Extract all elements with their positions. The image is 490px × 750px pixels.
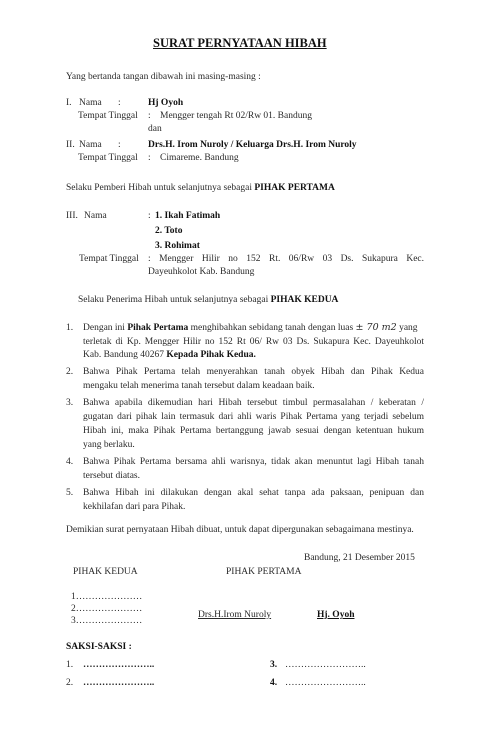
party2-separator: : xyxy=(118,140,121,150)
party2-address: Cimareme. Bandung xyxy=(160,153,239,163)
witness-3-number: 3. xyxy=(270,660,278,670)
party3-separator: : xyxy=(148,211,151,221)
party3-name-1: 1. Ikah Fatimah xyxy=(155,211,221,221)
item1-area: ± 70 m2 xyxy=(355,322,397,333)
item1-line3 xyxy=(83,349,256,361)
item3-line3: Hibah ini, maka Pihak Pertama bertanggung jawab sesuai dengan ketentuan hukum xyxy=(83,426,424,436)
signature-line-2: 2………………… xyxy=(71,604,143,614)
item5-line1: Bahwa Hibah ini dilakukan dengan akal sehat tanpa ada paksaan, penipuan dan xyxy=(83,488,424,498)
party2-address-label: Tempat Tinggal xyxy=(78,153,138,163)
item4-number: 4. xyxy=(66,457,74,467)
signature-line-3: 3………………… xyxy=(71,616,143,626)
item5-number: 5. xyxy=(66,488,74,498)
witness-1-line: ………………….. xyxy=(83,660,155,670)
witness-1-number: 1. xyxy=(66,660,74,670)
intro-text: Yang bertanda tangan dibawah ini masing-masing : xyxy=(66,72,261,82)
closing-statement: Demikian surat pernyataan Hibah dibuat, untuk dapat dipergunakan sebagaimana mestinya. xyxy=(66,525,414,535)
party2-name-label: Nama xyxy=(79,140,102,150)
witness-2-number: 2. xyxy=(66,678,74,688)
penerima-statement xyxy=(78,294,338,306)
party1-address-sep: : xyxy=(148,111,151,121)
item1-text-d: yang xyxy=(396,323,418,333)
party3-number: III. xyxy=(66,211,78,221)
item4-line2: tersebut diatas. xyxy=(83,471,140,481)
item1-number: 1. xyxy=(66,323,74,333)
witnesses-title: SAKSI-SAKSI : xyxy=(66,642,132,652)
party3-name-label: Nama xyxy=(84,211,107,221)
item1-line2: terletak di Kp. Mengger Hilir no 152 Rt 06/ Rw 03 Ds. Sukapura Kec. Dayeuhkolot xyxy=(83,337,424,347)
witness-4-line: …………………….. xyxy=(285,678,366,688)
document-title: SURAT PERNYATAAN HIBAH xyxy=(153,36,327,50)
signatory-name-1: Drs.H.Irom Nuroly xyxy=(198,610,272,620)
signature-line-1: 1………………… xyxy=(71,592,143,602)
item3-number: 3. xyxy=(66,398,74,408)
item1-pihak-pertama: Pihak Pertama xyxy=(127,323,189,333)
witness-4-number: 4. xyxy=(270,678,278,688)
party3-name-3: 3. Rohimat xyxy=(155,241,200,251)
witness-2-line: ………………….. xyxy=(83,678,155,688)
penerima-role: PIHAK KEDUA xyxy=(270,295,339,305)
party2-number: II. xyxy=(66,140,75,150)
item2-line2: mengaku telah menerima tanah tersebut dalam keadaan baik. xyxy=(83,381,315,391)
item3-line2: gugatan dari pihak lain termasuk dari ahli waris Pihak Pertama yang terjadi sebelum xyxy=(83,412,424,422)
conjunction-dan: dan xyxy=(148,124,162,134)
pemberi-statement xyxy=(66,182,335,194)
item1-kepada-pihak-kedua: Kepada Pihak Kedua. xyxy=(166,350,256,360)
pemberi-role: PIHAK PERTAMA xyxy=(254,183,335,193)
party3-name-2: 2. Toto xyxy=(155,226,183,236)
item2-number: 2. xyxy=(66,367,74,377)
item4-line1: Bahwa Pihak Pertama bersama ahli warisnya, tidak akan menuntut lagi Hibah tanah xyxy=(83,457,424,467)
party3-address-line2: Dayeuhkolot Kab. Bandung xyxy=(148,267,255,277)
item3-line4: yang berlaku. xyxy=(83,440,135,450)
place-date: Bandung, 21 Desember 2015 xyxy=(304,553,415,563)
party2-address-sep: : xyxy=(148,153,151,163)
item1-text-l3a: Kab. Bandung 40267 xyxy=(83,350,167,360)
party1-name: Hj Oyoh xyxy=(148,98,184,108)
party3-address-label: Tempat Tinggal xyxy=(79,254,139,264)
item2-line1: Bahwa Pihak Pertama telah menyerahkan tanah obyek Hibah dan Pihak Kedua xyxy=(83,367,424,377)
party2-name: Drs.H. Irom Nuroly / Keluarga Drs.H. Irom Nuroly xyxy=(148,140,357,150)
party1-separator: : xyxy=(118,98,121,108)
witness-3-line: …………………….. xyxy=(285,660,366,670)
item1-line1 xyxy=(83,322,418,334)
item3-line1: Bahwa apabila dikemudian hari Hibah tersebut timbul permasalahan / keberatan / xyxy=(83,398,424,408)
item5-line2: kekhilafan dari para Pihak. xyxy=(83,502,186,512)
pemberi-text: Selaku Pemberi Hibah untuk selanjutnya sebagai xyxy=(66,183,255,193)
penerima-text: Selaku Penerima Hibah untuk selanjutnya sebagai xyxy=(78,295,271,305)
item1-text-c: menghibahkan sebidang tanah dengan luas xyxy=(188,323,356,333)
party1-address-label: Tempat Tinggal xyxy=(78,111,138,121)
item1-text-a: Dengan ini xyxy=(83,323,128,333)
signatory-name-2: Hj. Oyoh xyxy=(317,610,355,620)
party1-name-label: Nama xyxy=(79,98,102,108)
pihak-pertama-label: PIHAK PERTAMA xyxy=(226,567,302,577)
party1-address: Mengger tengah Rt 02/Rw 01. Bandung xyxy=(160,111,312,121)
party1-number: I. xyxy=(66,98,72,108)
pihak-kedua-label: PIHAK KEDUA xyxy=(73,567,138,577)
party3-address-line1: : Mengger Hilir no 152 Rt. 06/Rw 03 Ds. Sukapura Kec. xyxy=(148,254,424,264)
